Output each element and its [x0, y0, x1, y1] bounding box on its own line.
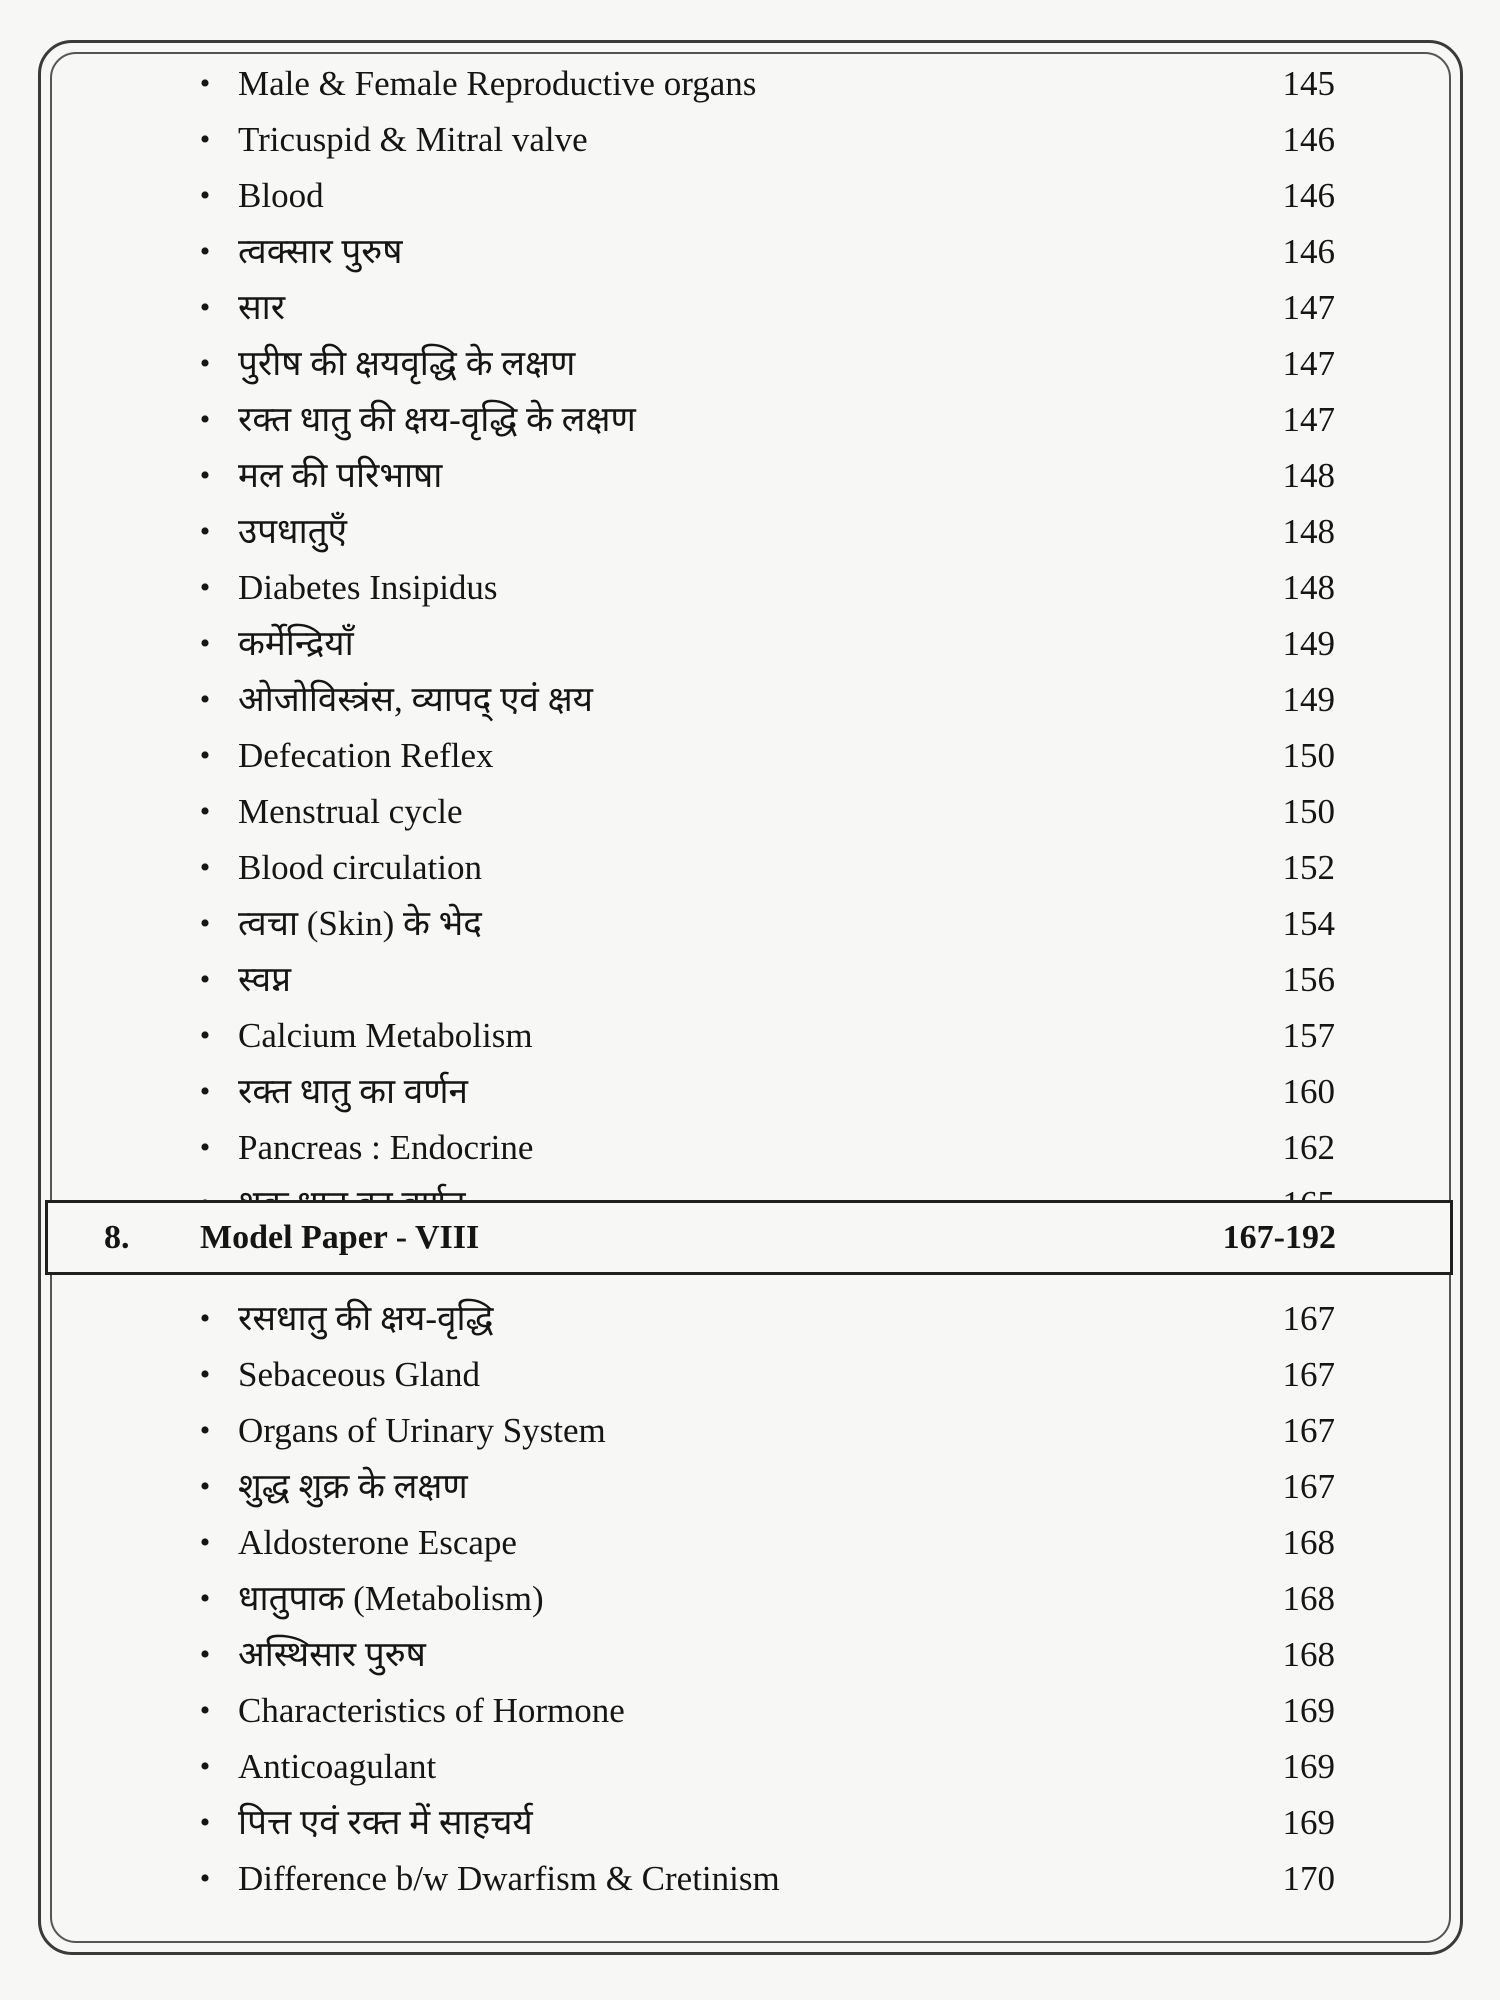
toc-entry-page: 150 [1282, 736, 1335, 775]
toc-entry-page: 146 [1282, 232, 1335, 271]
toc-entry-title: Pancreas : Endocrine [238, 1128, 534, 1167]
toc-entry-title: शुद्ध शुक्र के लक्षण [238, 1467, 468, 1506]
toc-entry [0, 560, 1500, 616]
toc-entry [0, 616, 1500, 672]
toc-entry-page: 167 [1282, 1299, 1335, 1338]
toc-entry [0, 840, 1500, 896]
toc-entry-title: Defecation Reflex [238, 736, 494, 775]
toc-entry [0, 1515, 1500, 1571]
toc-entry-page: 147 [1282, 288, 1335, 327]
toc-entry-page: 150 [1282, 792, 1335, 831]
bullet-icon: • [199, 1019, 211, 1052]
toc-entry-page: 170 [1282, 1859, 1335, 1898]
toc-entry-title: Menstrual cycle [238, 792, 463, 831]
toc-entry-page: 167 [1282, 1467, 1335, 1506]
toc-entry-page: 146 [1282, 176, 1335, 215]
bullet-icon: • [199, 1470, 211, 1503]
toc-entry [0, 504, 1500, 560]
toc-entry-page: 168 [1282, 1635, 1335, 1674]
toc-entry-page: 154 [1282, 904, 1335, 943]
bullet-icon: • [199, 1526, 211, 1559]
toc-entry [0, 336, 1500, 392]
toc-entry [0, 1459, 1500, 1515]
bullet-icon: • [199, 1694, 211, 1727]
toc-entry [0, 224, 1500, 280]
toc-entry-page: 168 [1282, 1523, 1335, 1562]
toc-entry-title: धातुपाक (Metabolism) [238, 1579, 544, 1618]
toc-entry-page: 148 [1282, 512, 1335, 551]
toc-entry-title: Organs of Urinary System [238, 1411, 606, 1450]
toc-entry-title: ओजोविस्त्रंस, व्यापद् एवं क्षय [238, 680, 593, 719]
bullet-icon: • [199, 235, 211, 268]
bullet-icon: • [199, 963, 211, 996]
toc-entry [0, 392, 1500, 448]
bullet-icon: • [199, 123, 211, 156]
toc-entry [0, 1347, 1500, 1403]
bullet-icon: • [199, 515, 211, 548]
toc-entry [0, 1403, 1500, 1459]
bullet-icon: • [199, 67, 211, 100]
toc-entry-page: 160 [1282, 1072, 1335, 1111]
bullet-icon: • [199, 627, 211, 660]
toc-entry-title: Aldosterone Escape [238, 1523, 517, 1562]
toc-entry-title: सार [238, 288, 286, 327]
bullet-icon: • [199, 683, 211, 716]
toc-entry [0, 1291, 1500, 1347]
toc-entry-title: Male & Female Reproductive organs [238, 64, 757, 103]
toc-entry-title: रक्त धातु की क्षय-वृद्धि के लक्षण [238, 400, 636, 439]
toc-entry-page: 145 [1282, 64, 1335, 103]
bullet-icon: • [199, 179, 211, 212]
toc-entry-page: 167 [1282, 1355, 1335, 1394]
toc-entry-title: पित्त एवं रक्त में साहचर्य [238, 1803, 533, 1842]
toc-entry [0, 56, 1500, 112]
toc-entry-title: पुरीष की क्षयवृद्धि के लक्षण [238, 344, 576, 383]
toc-entry-title: त्वचा (Skin) के भेद [238, 904, 482, 943]
toc-entry-page: 149 [1282, 680, 1335, 719]
bullet-icon: • [199, 403, 211, 436]
toc-entry [0, 1120, 1500, 1176]
toc-entry-page: 152 [1282, 848, 1335, 887]
bullet-icon: • [199, 1302, 211, 1335]
bullet-icon: • [199, 1806, 211, 1839]
toc-list-top [0, 56, 1500, 1232]
bullet-icon: • [199, 851, 211, 884]
toc-entry [0, 784, 1500, 840]
toc-entry-page: 169 [1282, 1803, 1335, 1842]
toc-entry-title: स्वप्न [238, 960, 291, 999]
toc-entry [0, 1795, 1500, 1851]
bullet-icon: • [199, 1075, 211, 1108]
toc-entry-title: Characteristics of Hormone [238, 1691, 625, 1730]
bullet-icon: • [199, 459, 211, 492]
toc-entry-page: 168 [1282, 1579, 1335, 1618]
toc-entry-page: 167 [1282, 1411, 1335, 1450]
toc-entry-title: मल की परिभाषा [238, 456, 443, 495]
toc-entry [0, 280, 1500, 336]
toc-entry [0, 1064, 1500, 1120]
toc-entry-page: 148 [1282, 568, 1335, 607]
toc-entry-page: 156 [1282, 960, 1335, 999]
toc-entry-page: 162 [1282, 1128, 1335, 1167]
toc-entry-title: Blood [238, 176, 324, 215]
toc-entry-title: उपधातुएँ [238, 512, 347, 551]
toc-entry-title: कर्मेन्द्रियाँ [238, 624, 354, 663]
toc-entry-title: Sebaceous Gland [238, 1355, 481, 1394]
toc-entry-page: 169 [1282, 1691, 1335, 1730]
bullet-icon: • [199, 1414, 211, 1447]
toc-entry-page: 147 [1282, 344, 1335, 383]
toc-entry [0, 1571, 1500, 1627]
section-title: Model Paper - VIII [200, 1219, 480, 1256]
toc-entry [0, 672, 1500, 728]
toc-entry-page: 149 [1282, 624, 1335, 663]
section-number: 8. [104, 1219, 130, 1256]
toc-entry [0, 952, 1500, 1008]
section-header [45, 1200, 1453, 1275]
toc-entry [0, 1683, 1500, 1739]
bullet-icon: • [199, 1750, 211, 1783]
bullet-icon: • [199, 1862, 211, 1895]
toc-entry-title: Anticoagulant [238, 1747, 437, 1786]
toc-entry [0, 728, 1500, 784]
toc-entry-title: Diabetes Insipidus [238, 568, 498, 607]
bullet-icon: • [199, 291, 211, 324]
toc-entry-page: 147 [1282, 400, 1335, 439]
bullet-icon: • [199, 907, 211, 940]
toc-entry-title: रसधातु की क्षय-वृद्धि [238, 1299, 494, 1338]
bullet-icon: • [199, 739, 211, 772]
toc-entry-title: Blood circulation [238, 848, 482, 887]
toc-entry [0, 168, 1500, 224]
bullet-icon: • [199, 571, 211, 604]
toc-entry-title: रक्त धातु का वर्णन [238, 1072, 468, 1111]
toc-entry-page: 169 [1282, 1747, 1335, 1786]
toc-list-bottom [0, 1291, 1500, 1907]
toc-entry-title: त्वक्सार पुरुष [238, 232, 403, 271]
toc-entry [0, 112, 1500, 168]
toc-entry [0, 1627, 1500, 1683]
toc-entry [0, 1739, 1500, 1795]
bullet-icon: • [199, 1582, 211, 1615]
toc-entry-title: अस्थिसार पुरुष [238, 1635, 426, 1674]
bullet-icon: • [199, 1358, 211, 1391]
bullet-icon: • [199, 1638, 211, 1671]
toc-entry-title: Difference b/w Dwarfism & Cretinism [238, 1859, 780, 1898]
toc-entry-page: 148 [1282, 456, 1335, 495]
toc-entry-page: 146 [1282, 120, 1335, 159]
bullet-icon: • [199, 1131, 211, 1164]
toc-entry-title: Tricuspid & Mitral valve [238, 120, 588, 159]
toc-entry [0, 1851, 1500, 1907]
toc-entry [0, 448, 1500, 504]
toc-entry [0, 1008, 1500, 1064]
toc-entry-page: 157 [1282, 1016, 1335, 1055]
bullet-icon: • [199, 795, 211, 828]
bullet-icon: • [199, 347, 211, 380]
toc-entry-title: Calcium Metabolism [238, 1016, 533, 1055]
toc-entry [0, 896, 1500, 952]
section-page-range: 167-192 [1222, 1219, 1336, 1256]
